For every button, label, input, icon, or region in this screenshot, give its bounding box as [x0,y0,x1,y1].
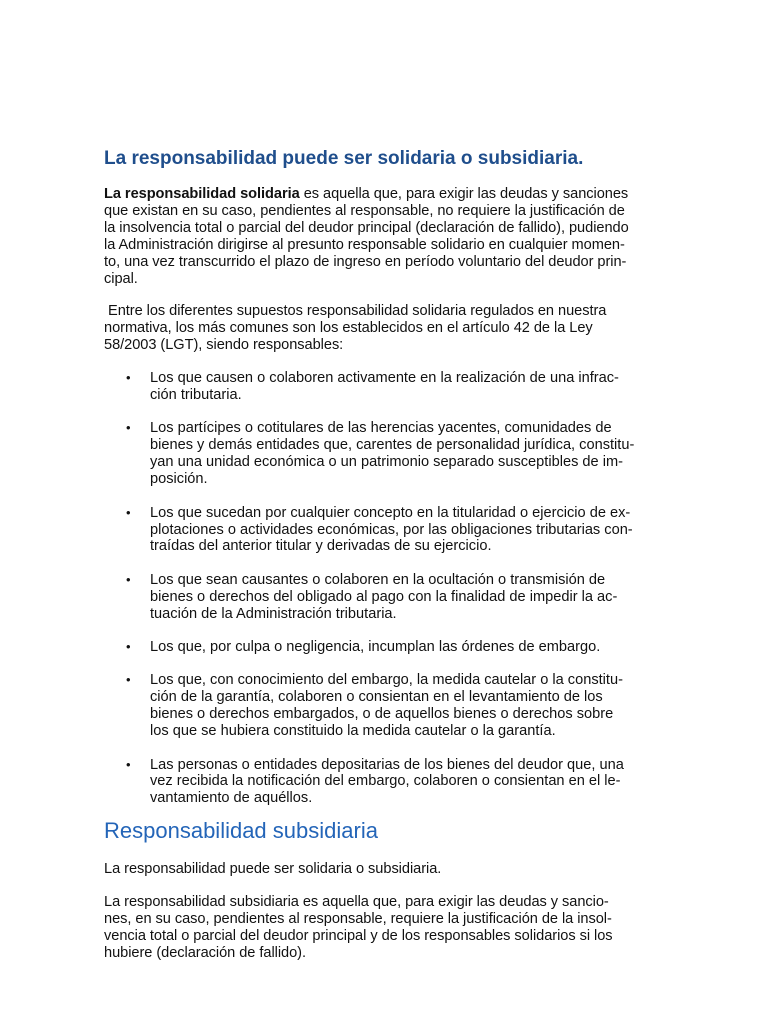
bullet-icon: • [126,672,131,688]
item-line: ción de la garantía, colaboren o consientan en el levantamiento de los [150,689,603,706]
bullet-icon: • [126,370,131,386]
page-title: La responsabilidad puede ser solidaria o subsidiaria. [104,148,584,169]
list-item [104,572,670,623]
paragraph-line: hubiere (declaración de fallido). [104,944,306,961]
item-line: posición. [150,471,208,488]
item-line: traídas del anterior titular y derivadas de su ejercicio. [150,538,492,555]
list-item [104,420,670,488]
section-heading-subsidiaria: Responsabilidad subsidiaria [104,818,378,844]
solidaria-paragraph [104,186,670,287]
item-line: bienes o derechos del obligado al pago con la finalidad de impedir la ac- [150,588,618,605]
list-item [104,757,670,808]
bullet-icon: • [126,639,131,655]
paragraph-line [104,186,670,203]
item-line: tuación de la Administración tributaria. [150,605,397,622]
item-line: yan una unidad económica o un patrimonio separado susceptibles de im- [150,454,623,471]
paragraph-line: 58/2003 (LGT), siendo responsables: [104,337,344,354]
item-line: Los que causen o colaboren activamente en la realización de una infrac- [150,370,619,387]
paragraph-line: vencia total o parcial del deudor principal y de los responsables solidarios si los [104,928,613,944]
list-item [104,505,670,556]
item-line: Las personas o entidades depositarias de los bienes del deudor que, una [150,756,624,773]
item-line: vantamiento de aquéllos. [150,790,313,807]
paragraph-line: La responsabilidad puede ser solidaria o subsidiaria. [104,861,442,878]
paragraph-line: la Administración dirigirse al presunto responsable solidario en cualquier momen- [104,236,625,253]
responsables-list [104,370,670,807]
paragraph-line: to, una vez transcurrido el plazo de ingreso en período voluntario del deudor prin- [104,253,627,270]
item-line: Los partícipes o cotitulares de las herencias yacentes, comunidades de [150,420,612,437]
item-line: vez recibida la notificación del embargo, colaboren o consientan en el le- [150,773,621,790]
paragraph-line: nes, en su caso, pendientes al responsable, requiere la justificación de la insol- [104,911,612,928]
paragraph-line: La responsabilidad subsidiaria es aquella que, para exigir las deudas y sancio- [104,894,609,911]
paragraph-line: Entre los diferentes supuestos responsabilidad solidaria regulados en nuestra [104,303,607,320]
item-line: bienes o derechos embargados, o de aquellos bienes o derechos sobre [150,706,614,723]
paragraph-line: la insolvencia total o parcial del deudor principal (declaración de fallido), pudiendo [104,219,629,236]
paragraph-line: normativa, los más comunes son los establecidos en el artículo 42 de la Ley [104,320,593,337]
paragraph-line: que existan en su caso, pendientes al responsable, no requiere la justificación de [104,202,625,219]
item-line: plotaciones o actividades económicas, por las obligaciones tributarias con- [150,521,633,538]
entre-paragraph [104,303,670,354]
bullet-icon: • [126,420,131,436]
item-line: bienes y demás entidades que, carentes de personalidad jurídica, constitu- [150,437,635,454]
bullet-icon: • [126,504,131,520]
paragraph-line: cipal. [104,270,138,287]
item-line: ción tributaria. [150,387,242,404]
item-line: Los que sucedan por cualquier concepto en la titularidad o ejercicio de ex- [150,504,631,521]
item-line: Los que sean causantes o colaboren en la ocultación o transmisión de [150,571,606,588]
line-text: es aquella que, para exigir las deudas y sanciones [299,186,629,202]
document-page [104,146,670,962]
list-item [104,370,670,404]
subsidiaria-definition [104,894,670,962]
item-line: Los que, con conocimiento del embargo, la medida cautelar o la constitu- [150,672,623,689]
bullet-icon: • [126,571,131,587]
item-line: los que se hubiera constituido la medida cautelar o la garantía. [150,723,556,740]
bullet-icon: • [126,756,131,772]
item-line: Los que, por culpa o negligencia, incumplan las órdenes de embargo. [150,639,601,656]
list-item [104,639,670,656]
list-item [104,672,670,740]
bold-term: La responsabilidad solidaria [104,186,300,202]
subsidiaria-intro [104,861,670,878]
